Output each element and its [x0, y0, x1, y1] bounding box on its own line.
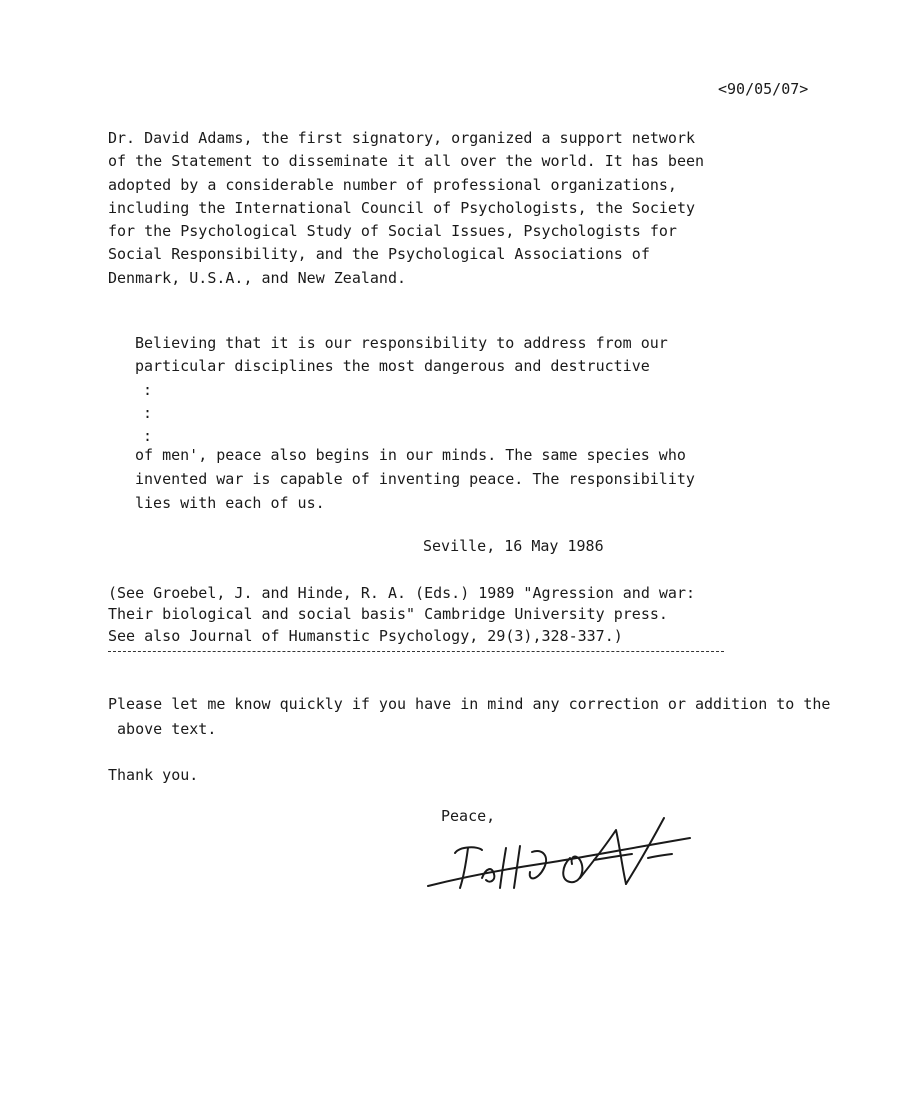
quote-line: particular disciplines the most dangerous and destructive — [135, 357, 650, 375]
request-line: above text. — [108, 720, 217, 738]
reference-line: (See Groebel, J. and Hinde, R. A. (Eds.) 1989 "Agression and war: — [108, 584, 695, 602]
request-line: Please let me know quickly if you have in mind any correction or addition to the — [108, 695, 831, 713]
ellipsis-mark: : — [143, 381, 153, 399]
intro-line: Social Responsibility, and the Psychological Associations of — [108, 245, 650, 263]
thanks-line: Thank you. — [108, 766, 199, 784]
intro-line: adopted by a considerable number of professional organizations, — [108, 176, 677, 194]
ellipsis-mark: : — [143, 404, 153, 422]
intro-line: of the Statement to disseminate it all over the world. It has been — [108, 152, 705, 170]
handwritten-signature-icon — [420, 808, 710, 898]
valediction: Peace, — [441, 807, 496, 825]
intro-line: Denmark, U.S.A., and New Zealand. — [108, 269, 407, 287]
dashed-divider — [108, 651, 724, 652]
quote-line: lies with each of us. — [135, 494, 325, 512]
intro-line-text: Dr. David Adams, the first signatory, organized a support network — [108, 129, 695, 147]
date-code: <90/05/07> — [718, 80, 809, 98]
place-date: Seville, 16 May 1986 — [423, 537, 604, 555]
quote-line: Believing that it is our responsibility to address from our — [135, 334, 668, 352]
quote-line: of men', peace also begins in our minds. The same species who — [135, 446, 686, 464]
reference-line: See also Journal of Humanstic Psychology, 29(3),328-337.) — [108, 627, 623, 645]
reference-line: Their biological and social basis" Cambridge University press. — [108, 605, 668, 623]
ellipsis-mark: : — [143, 427, 153, 445]
intro-line — [108, 128, 695, 148]
quote-line: invented war is capable of inventing peace. The responsibility — [135, 470, 695, 488]
intro-line: including the International Council of Psychologists, the Society — [108, 199, 695, 217]
intro-line: for the Psychological Study of Social Issues, Psychologists for — [108, 222, 677, 240]
